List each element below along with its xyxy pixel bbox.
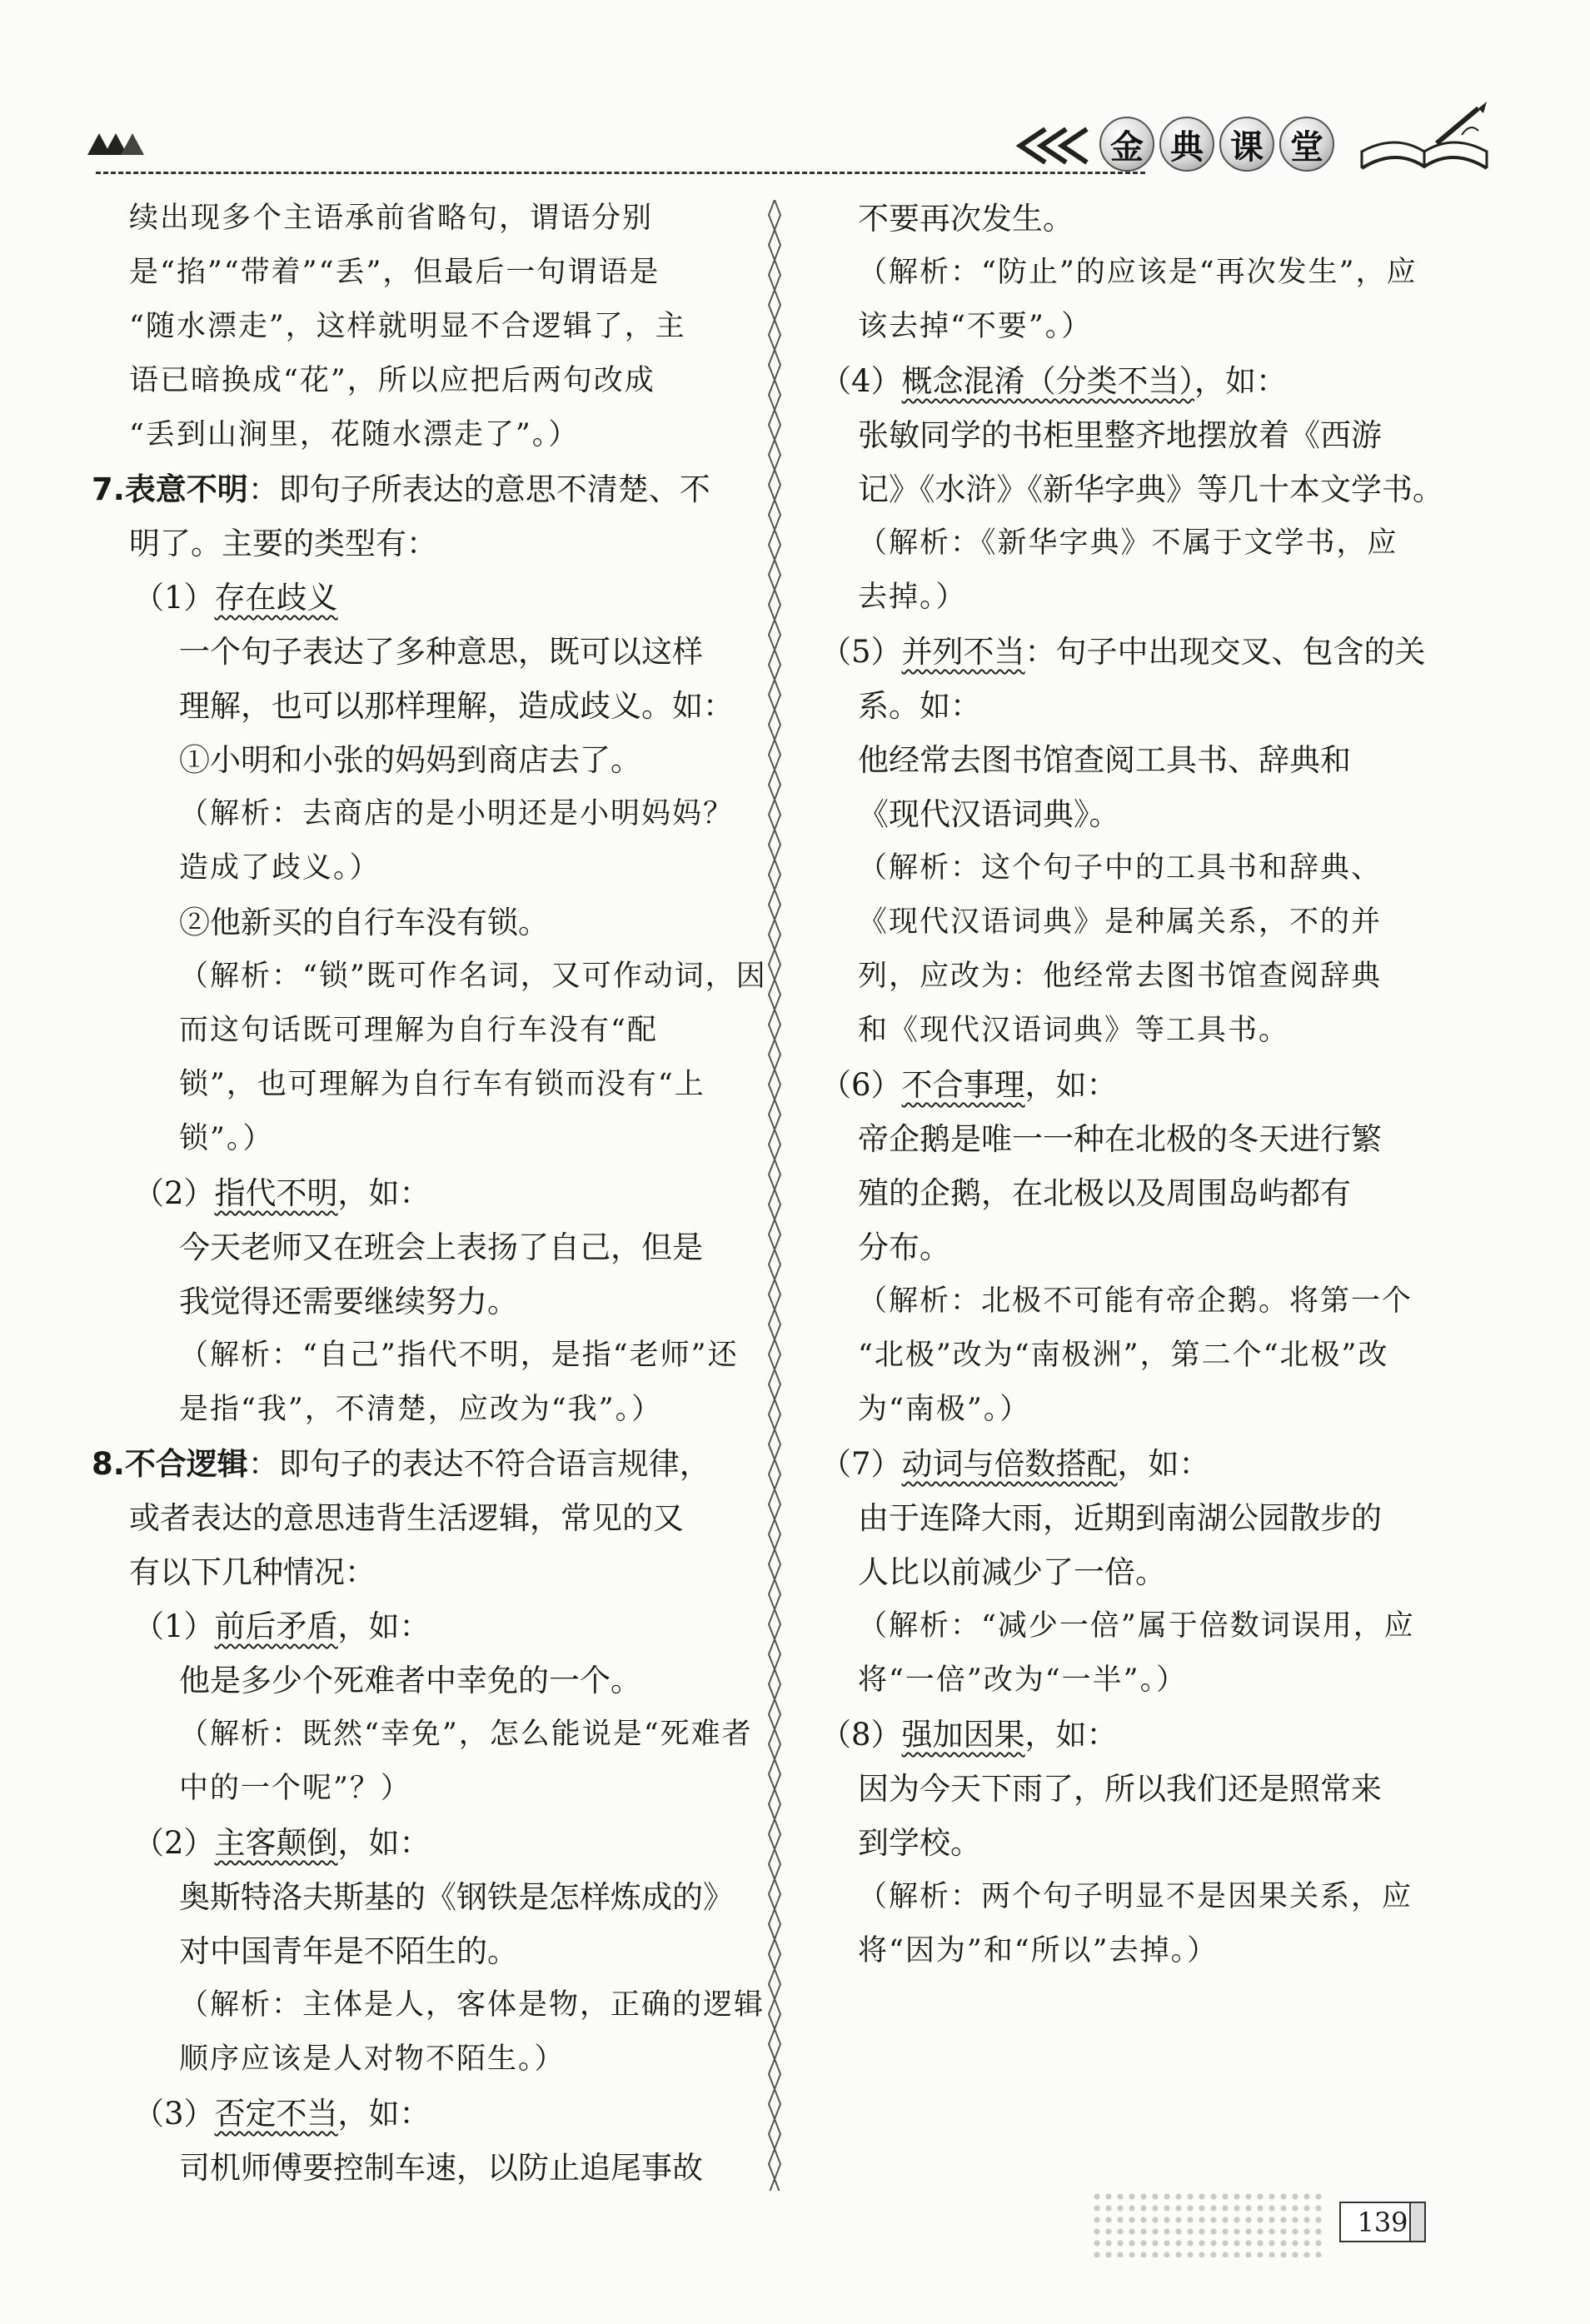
line-text: ，如： xyxy=(1024,1067,1118,1103)
text-line xyxy=(820,1816,1445,1870)
text-line xyxy=(92,787,750,841)
divider-link xyxy=(769,1519,780,1549)
divider-link xyxy=(769,290,780,320)
line-text: 记》《水浒》《新华字典》等几十本文学书。 xyxy=(858,471,1443,507)
dot-pattern-decoration xyxy=(1091,2191,1324,2257)
divider-link xyxy=(769,1489,780,1519)
line-text: 锁”，也可理解为自行车有锁而没有“上 xyxy=(179,1068,705,1101)
text-line xyxy=(92,1329,750,1383)
text-line xyxy=(820,1437,1445,1491)
chevrons-left-icon xyxy=(1012,125,1104,167)
text-line xyxy=(92,300,750,354)
text-line xyxy=(820,1762,1445,1816)
divider-link xyxy=(769,890,780,920)
sub-item-heading: 存在歧义 xyxy=(214,580,338,616)
divider-link xyxy=(769,1879,780,1909)
sub-item-heading: 主客颠倒 xyxy=(214,1825,338,1861)
line-text: 列，应改为：他经常去图书馆查阅辞典 xyxy=(858,960,1383,993)
divider-link xyxy=(769,590,780,620)
line-text: 去掉。） xyxy=(858,581,967,614)
text-line xyxy=(92,516,750,571)
text-line xyxy=(820,354,1445,408)
line-text: 或者表达的意思违背生活逻辑，常见的又 xyxy=(129,1500,684,1536)
line-text: 我觉得还需要继续努力。 xyxy=(179,1284,518,1319)
divider-link xyxy=(769,1369,780,1399)
divider-link xyxy=(769,1219,780,1249)
divider-link xyxy=(769,770,780,800)
text-line xyxy=(92,895,750,950)
divider-link xyxy=(769,1279,780,1309)
item-number: 7. xyxy=(92,471,125,507)
divider-link xyxy=(769,980,780,1010)
text-line xyxy=(92,1762,750,1816)
line-text: ，如： xyxy=(337,1825,431,1861)
line-text: 人比以前减少了一倍。 xyxy=(858,1554,1166,1590)
sub-item-number: （3） xyxy=(133,2096,215,2132)
text-line xyxy=(92,625,750,679)
divider-link xyxy=(769,920,780,950)
text-line xyxy=(92,246,750,300)
line-text: “北极”改为“南极洲”，第二个“北极”改 xyxy=(858,1339,1389,1372)
text-line xyxy=(820,1383,1445,1437)
line-text: 今天老师又在班会上表扬了自己，但是 xyxy=(179,1229,703,1265)
divider-link xyxy=(769,560,780,590)
divider-link xyxy=(769,440,780,470)
line-text: 和《现代汉语词典》等工具书。 xyxy=(858,1014,1290,1047)
divider-link xyxy=(769,230,780,260)
sub-item-heading: 概念混淆（分类不当） xyxy=(901,363,1195,399)
line-text: 语已暗换成“花”，所以应把后两句改成 xyxy=(129,364,655,397)
line-text: 分布。 xyxy=(858,1229,950,1265)
line-text: ：句子中出现交叉、包含的关 xyxy=(1024,634,1426,670)
line-text: ，如： xyxy=(1194,363,1288,399)
text-line xyxy=(92,2141,750,2195)
item-number: 8. xyxy=(92,1446,125,1482)
text-line xyxy=(92,2087,750,2141)
line-text: 该去掉“不要”。） xyxy=(858,310,1093,343)
divider-link xyxy=(769,1189,780,1219)
line-text: （解析：“锁”既可作名词，又可作动词，因 xyxy=(179,960,767,993)
line-text: 不要再次发生。 xyxy=(858,201,1074,237)
right-column xyxy=(820,192,1445,1978)
text-line xyxy=(820,516,1445,571)
text-line xyxy=(820,1545,1445,1599)
divider-link xyxy=(769,1459,780,1489)
sub-item-heading: 并列不当 xyxy=(901,634,1025,670)
sub-item-heading: 否定不当 xyxy=(214,2096,338,2132)
text-line xyxy=(92,950,767,1004)
line-text: ①小明和小张的妈妈到商店去了。 xyxy=(179,742,641,778)
text-line xyxy=(820,787,1445,841)
divider-link xyxy=(769,1939,780,1969)
line-text: 《现代汉语词典》。 xyxy=(858,796,1120,832)
divider-link xyxy=(769,680,780,710)
page-number-box xyxy=(1339,2202,1426,2242)
line-text: 顺序应该是人对物不陌生。） xyxy=(179,2042,566,2076)
line-text: 锁”。） xyxy=(179,1122,274,1155)
line-text: （解析：《新华字典》不属于文学书，应 xyxy=(858,526,1398,560)
divider-link xyxy=(769,1160,780,1189)
line-text: 将“一倍”改为“一半”。） xyxy=(858,1663,1188,1697)
line-text: “丢到山涧里，花随水漂走了”。） xyxy=(129,418,580,451)
sub-item-number: （1） xyxy=(133,1608,215,1644)
divider-link xyxy=(769,710,780,740)
line-text: （解析：“防止”的应该是“再次发生”，应 xyxy=(858,256,1418,289)
text-line xyxy=(92,1220,750,1274)
line-text: 张敏同学的书柜里整齐地摆放着《西游 xyxy=(858,417,1382,453)
line-text: 理解，也可以那样理解，造成歧义。如： xyxy=(179,688,734,724)
line-text: 明了。主要的类型有： xyxy=(129,526,437,561)
line-text: 司机师傅要控制车速，以防止追尾事故 xyxy=(179,2150,703,2186)
text-line xyxy=(92,571,750,625)
text-line xyxy=(820,950,1445,1004)
line-text: （解析：既然“幸免”，怎么能说是“死难者 xyxy=(179,1718,753,1751)
line-text: 他是多少个死难者中幸免的一个。 xyxy=(179,1663,641,1698)
page-tab-decoration xyxy=(1409,2203,1424,2241)
divider-link xyxy=(769,380,780,410)
divider-link xyxy=(769,1909,780,1939)
line-text: 造成了歧义。） xyxy=(179,851,381,885)
divider-link xyxy=(769,1789,780,1819)
text-line xyxy=(92,1491,750,1545)
sub-item-heading: 前后矛盾 xyxy=(214,1608,338,1644)
text-line xyxy=(92,462,750,516)
sub-item-number: （2） xyxy=(133,1175,215,1211)
text-line xyxy=(820,1274,1445,1329)
sub-item-heading: 动词与倍数搭配 xyxy=(901,1446,1118,1482)
line-text: （解析：主体是人，客体是物，正确的逻辑 xyxy=(179,1988,765,2022)
divider-link xyxy=(769,860,780,890)
divider-link xyxy=(769,740,780,770)
text-line xyxy=(92,1924,750,1978)
divider-link xyxy=(769,1399,780,1429)
line-text: （解析：“减少一倍”属于倍数词误用，应 xyxy=(858,1609,1415,1643)
sub-item-number: （2） xyxy=(133,1825,215,1861)
text-line xyxy=(92,1274,750,1329)
brand-char: 课 xyxy=(1219,117,1274,172)
line-text: ，如： xyxy=(1117,1446,1210,1482)
item-heading: 不合逻辑 xyxy=(124,1446,248,1482)
text-line xyxy=(92,1653,750,1708)
text-line xyxy=(820,571,1445,625)
text-line xyxy=(820,192,1445,246)
text-line xyxy=(92,192,750,246)
text-line xyxy=(92,1437,750,1491)
left-column xyxy=(92,192,767,2195)
divider-link xyxy=(769,2149,780,2179)
line-text: 对中国青年是不陌生的。 xyxy=(179,1933,518,1969)
line-text: 到学校。 xyxy=(858,1825,981,1861)
line-text: 奥斯特洛夫斯基的《钢铁是怎样炼成的》 xyxy=(179,1879,734,1915)
divider-link xyxy=(769,1699,780,1729)
sub-item-number: （8） xyxy=(820,1717,902,1753)
text-line xyxy=(820,1220,1445,1274)
line-text: （解析：这个句子中的工具书和辞典、 xyxy=(858,851,1383,885)
text-line xyxy=(92,841,750,895)
line-text: 《现代汉语词典》是种属关系，不的并 xyxy=(858,905,1383,939)
text-line xyxy=(820,1491,1445,1545)
divider-link xyxy=(769,1249,780,1279)
divider-link xyxy=(769,1729,780,1759)
item-heading: 表意不明 xyxy=(124,471,248,507)
divider-link xyxy=(769,350,780,380)
divider-link xyxy=(769,620,780,650)
text-line xyxy=(820,733,1445,787)
divider-link xyxy=(769,650,780,680)
divider-link xyxy=(769,1429,780,1459)
text-line xyxy=(92,1708,753,1762)
text-line xyxy=(820,1004,1445,1058)
triangles-decoration-icon xyxy=(87,130,154,155)
sub-item-number: （4） xyxy=(820,363,902,399)
line-text: 续出现多个主语承前省略句，谓语分别 xyxy=(129,202,654,235)
text-line xyxy=(820,1112,1445,1166)
line-text: 是“掐”“带着”“丢”，但最后一句谓语是 xyxy=(129,256,660,289)
line-text: 因为今天下雨了，所以我们还是照常来 xyxy=(858,1771,1382,1807)
page-header xyxy=(87,100,1495,192)
divider-link xyxy=(769,2089,780,2119)
text-line xyxy=(92,1058,750,1112)
text-line xyxy=(820,1708,1445,1762)
text-line xyxy=(92,1599,750,1653)
divider-link xyxy=(769,1339,780,1369)
line-text: ②他新买的自行车没有锁。 xyxy=(179,905,549,940)
divider-link xyxy=(769,2059,780,2089)
header-dashed-rule xyxy=(96,172,1145,174)
text-line xyxy=(92,679,750,733)
divider-link xyxy=(769,320,780,350)
divider-link xyxy=(769,1969,780,1999)
text-line xyxy=(92,2032,750,2087)
text-line xyxy=(92,408,750,462)
divider-link xyxy=(769,2179,780,2191)
divider-link xyxy=(769,1579,780,1609)
text-line xyxy=(820,1058,1445,1112)
divider-link xyxy=(769,1040,780,1070)
text-line xyxy=(820,895,1445,950)
sub-item-number: （5） xyxy=(820,634,902,670)
text-line xyxy=(820,1329,1445,1383)
line-text: 为“南极”。） xyxy=(858,1393,1031,1426)
text-line xyxy=(92,733,750,787)
line-text: ，如： xyxy=(1024,1717,1118,1753)
divider-link xyxy=(769,500,780,530)
line-text: ，如： xyxy=(337,1175,431,1211)
line-text: 一个句子表达了多种意思，既可以这样 xyxy=(179,634,703,670)
line-text: （解析：两个句子明显不是因果关系，应 xyxy=(858,1880,1413,1913)
text-line xyxy=(92,1383,750,1437)
line-text: 他经常去图书馆查阅工具书、辞典和 xyxy=(858,742,1351,778)
text-line xyxy=(820,1870,1445,1924)
line-text: 由于连降大雨，近期到南湖公园散步的 xyxy=(858,1500,1382,1536)
text-line xyxy=(92,1545,750,1599)
text-line xyxy=(92,1978,765,2032)
line-text: 是指“我”，不清楚，应改为“我”。） xyxy=(179,1393,663,1426)
divider-link xyxy=(769,1669,780,1699)
brand-char: 堂 xyxy=(1279,117,1334,172)
line-text: （解析：“自己”指代不明，是指“老师”还 xyxy=(179,1339,739,1372)
open-book-pen-icon xyxy=(1353,102,1495,177)
divider-link xyxy=(769,800,780,830)
sub-item-heading: 强加因果 xyxy=(901,1717,1025,1753)
text-line xyxy=(92,1816,750,1870)
text-line xyxy=(92,1112,750,1166)
line-text: 殖的企鹅，在北极以及周围岛屿都有 xyxy=(858,1175,1351,1211)
text-line xyxy=(92,1166,750,1220)
text-line xyxy=(820,1653,1445,1708)
column-divider xyxy=(762,200,787,2191)
divider-link xyxy=(769,2119,780,2149)
line-text: （解析：北极不可能有帝企鹅。将第一个 xyxy=(858,1284,1413,1318)
text-line xyxy=(820,1166,1445,1220)
text-line xyxy=(820,1924,1445,1978)
text-line xyxy=(92,354,750,408)
sub-item-heading: 指代不明 xyxy=(214,1175,338,1211)
sub-item-number: （1） xyxy=(133,580,215,616)
line-text: ，如： xyxy=(337,2096,431,2132)
divider-link xyxy=(769,1549,780,1579)
line-text: 帝企鹅是唯一一种在北极的冬天进行繁 xyxy=(858,1121,1382,1157)
divider-link xyxy=(769,410,780,440)
line-text: ：即句子所表达的意思不清楚、不 xyxy=(247,471,710,507)
text-line xyxy=(820,246,1445,300)
brand-char: 金 xyxy=(1099,117,1154,172)
text-line xyxy=(92,1004,750,1058)
line-text: 而这句话既可理解为自行车没有“配 xyxy=(179,1014,658,1047)
brand-char: 典 xyxy=(1159,117,1214,172)
divider-link xyxy=(769,1100,780,1130)
line-text: ，如： xyxy=(337,1608,431,1644)
page-number: 139 xyxy=(1357,2206,1408,2238)
divider-link xyxy=(769,950,780,980)
divider-link xyxy=(769,1999,780,2029)
line-text: ：即句子的表达不符合语言规律， xyxy=(247,1446,710,1482)
text-line xyxy=(92,1870,750,1924)
divider-link xyxy=(769,530,780,560)
sub-item-heading: 不合事理 xyxy=(901,1067,1025,1103)
text-line xyxy=(820,841,1445,895)
divider-link xyxy=(769,1010,780,1040)
text-line xyxy=(820,300,1445,354)
divider-link xyxy=(769,1819,780,1849)
text-line xyxy=(820,679,1445,733)
divider-link xyxy=(769,1309,780,1339)
divider-link xyxy=(769,1639,780,1669)
series-brand xyxy=(1099,117,1334,175)
divider-link xyxy=(769,200,780,230)
divider-link xyxy=(769,1070,780,1100)
line-text: （解析：去商店的是小明还是小明妈妈？ xyxy=(179,797,735,830)
text-line xyxy=(820,462,1445,516)
divider-link xyxy=(769,830,780,860)
divider-link xyxy=(769,260,780,290)
divider-link xyxy=(769,1759,780,1789)
divider-link xyxy=(769,1609,780,1639)
line-text: 有以下几种情况： xyxy=(129,1554,376,1590)
line-text: 系。如： xyxy=(858,688,981,724)
divider-link xyxy=(769,2029,780,2059)
divider-link xyxy=(769,470,780,500)
text-line xyxy=(820,408,1445,462)
divider-link xyxy=(769,1130,780,1160)
text-line xyxy=(820,1599,1445,1653)
line-text: 中的一个呢”？） xyxy=(179,1772,411,1805)
line-text: “随水漂走”，这样就明显不合逻辑了，主 xyxy=(129,310,686,343)
divider-link xyxy=(769,1849,780,1879)
text-line xyxy=(820,625,1445,679)
line-text: 将“因为”和“所以”去掉。） xyxy=(858,1934,1219,1967)
sub-item-number: （7） xyxy=(820,1446,902,1482)
sub-item-number: （6） xyxy=(820,1067,902,1103)
